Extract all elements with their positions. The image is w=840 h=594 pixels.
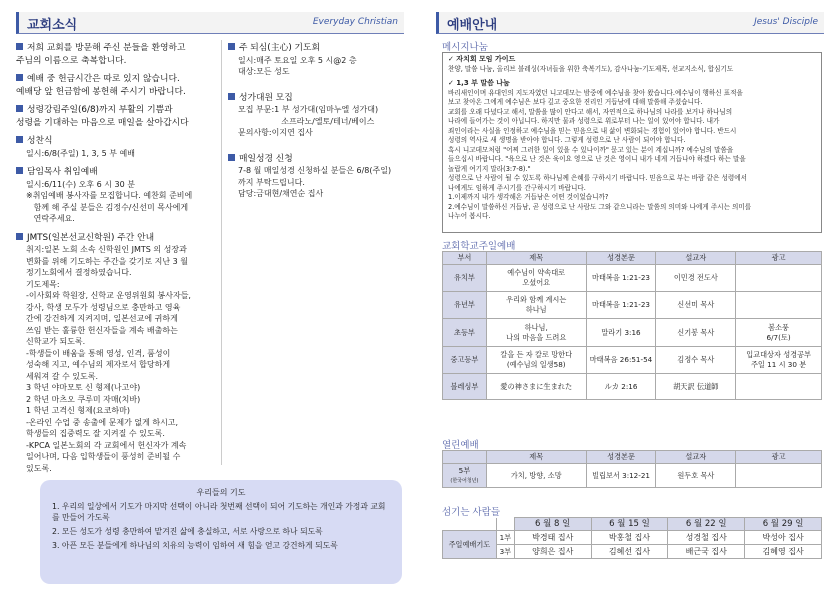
school-table — [442, 251, 822, 400]
news-line: 일시:매주 토요일 오후 5 시@2 층 — [238, 55, 357, 65]
news-line: 기도제목: — [26, 279, 60, 289]
table-cell — [736, 374, 822, 400]
table-cell: 봄소풍 6/7(토) — [736, 319, 822, 347]
table-cell: 하나님, 나의 마음을 드려요 — [486, 319, 586, 347]
news-body — [16, 244, 218, 474]
bullet-square-icon — [16, 136, 23, 143]
worship-subtitle: Jesus' Disciple — [754, 17, 818, 27]
bullet-square-icon — [16, 167, 23, 174]
table-cell: 김혜영 집사 — [745, 545, 822, 559]
table-cell: 김정수 목사 — [656, 347, 736, 374]
servants-table — [442, 517, 822, 559]
prayer-item: 3. 아픈 모든 분들에게 하나님의 치유의 능력이 임하여 새 힘을 얻고 강건하게 되도록 — [52, 541, 338, 550]
sermon-line: 성령의 역사로 새 생명을 받아야 합니다. 그렇게 성령으로 난 사람이 되어야 합니다. — [448, 136, 686, 144]
news-heading-text: 예배 중 헌금시간은 따로 있지 않습니다. — [27, 74, 180, 84]
servant-group-label: 주일예배기도 — [443, 531, 497, 559]
dept-label: 유년부 — [443, 292, 487, 319]
news-item — [228, 153, 408, 200]
dept-label: 중고등부 — [443, 347, 487, 374]
news-line: 간에 강건하게 지켜지며, 일본선교에 귀하게 — [26, 314, 178, 323]
table-cell: 마태복음 1:21-23 — [586, 265, 656, 292]
dept-label: 블레싱부 — [443, 374, 487, 400]
message-section-title: 메시지나눔 — [442, 42, 488, 53]
news-line: ※취임예배 봉사자를 모집합니다. 예찬회 준비에 — [26, 191, 193, 200]
date-header: 6 월 22 일 — [668, 518, 745, 531]
table-cell: 예수님이 약속대로 오셨어요 — [486, 265, 586, 292]
table-row — [443, 464, 822, 488]
news-heading — [16, 73, 218, 86]
table-row — [443, 265, 822, 292]
prayer-list — [52, 501, 390, 551]
date-header: 6 월 15 일 — [591, 518, 668, 531]
bullet-square-icon — [228, 43, 235, 50]
table-cell — [736, 292, 822, 319]
news-body — [16, 179, 218, 225]
sermon-line: 혹시 니고데모처럼 "어찌 그러한 일이 있을 수 있나이까" 묻고 있는 분이 계십니까? 예수님의 말씀을 — [448, 145, 734, 154]
column-header: 부서 — [443, 252, 487, 265]
news-body — [228, 55, 408, 78]
news-heading — [16, 104, 218, 117]
news-heading — [16, 86, 218, 99]
news-heading-text: JMTS(일본선교신학원) 주간 안내 — [27, 232, 155, 243]
news-heading-text: 성령을 기대하는 마음으로 매일을 살아갑시다 — [16, 117, 189, 128]
prayer-title: 우리들의 기도 — [196, 488, 246, 497]
table-row — [443, 545, 822, 559]
news-line: 1 학년 고격신 형제(요코하마) — [26, 406, 130, 415]
bullet-square-icon — [16, 233, 23, 240]
sermon-line: 성령으로 난 사람이 될 수 있도록 하나님께 은혜를 구하시기 바랍니다. 믿음으로 부는 바람 같은 성령에서 — [448, 174, 747, 182]
sermon-line: 나누어 봅시다. — [448, 212, 491, 220]
news-heading — [16, 135, 218, 148]
news-line: 학생들의 집중력도 잘 지켜질 수 있도록. — [26, 429, 165, 438]
table-cell — [736, 265, 822, 292]
news-heading-text: 예배당 앞 헌금함에 봉헌해 주시기 바랍니다. — [16, 86, 186, 97]
servants-header-row — [443, 518, 822, 531]
news-line: 까지 부탁드립니다. — [238, 177, 305, 187]
table-cell: 박성아 집사 — [745, 531, 822, 545]
news-subtitle: Everyday Christian — [312, 17, 398, 27]
news-heading-text: 매일성경 신청 — [239, 153, 293, 164]
column-header: 제목 — [486, 252, 586, 265]
table-cell: 성경철 집사 — [668, 531, 745, 545]
dept-label: 초등부 — [443, 319, 487, 347]
news-heading-text: 성가대원 모집 — [239, 92, 293, 103]
news-line: 일시:6/11(수) 오후 6 시 30 분 — [26, 179, 135, 189]
servants-section-title: 섬기는 사람들 — [442, 507, 501, 518]
news-line: 담당:금대현/채연순 집사 — [238, 189, 324, 198]
news-line: 연락주세요. — [26, 214, 75, 223]
news-heading — [228, 42, 408, 55]
bullet-square-icon — [16, 43, 23, 50]
news-line: 성숙해 지고, 예수님의 제자로서 합당하게 — [26, 360, 171, 369]
table-cell: 胡天訳 伝道師 — [656, 374, 736, 400]
column-divider — [221, 40, 222, 465]
news-line: -이사회와 학원장, 신학교 운영위원회 봉사자들, — [26, 291, 191, 300]
news-heading-text: 주 되심(主心) 기도회 — [239, 43, 321, 53]
news-line: 정기노회에서 결정하였습니다. — [26, 268, 132, 277]
news-item — [16, 232, 218, 475]
column-header: 광고 — [736, 252, 822, 265]
news-line: 7-8 월 매일성경 신청하실 분들은 6/8(주일) — [238, 166, 392, 175]
table-cell: 마태복음 26:51-54 — [586, 347, 656, 374]
news-heading-text: 담임목사 취임예배 — [27, 167, 98, 177]
news-body — [16, 148, 218, 160]
news-heading-text: 성령강림주일(6/8)까지 부활의 기쁨과 — [27, 105, 173, 115]
table-cell: 가치, 방향, 소망 — [486, 464, 586, 488]
news-line: 모집 부문:1 부 성가대(임마누엘 성가대) — [238, 105, 379, 114]
table-cell: 배근국 집사 — [668, 545, 745, 559]
column-header — [443, 451, 487, 464]
guide-body: 찬양, 말씀 나눔, 올리브 블레싱(자녀들을 위한 축복기도), 감사나눔-기도제목, 선교지소식, 합심기도 — [448, 64, 734, 73]
sermon-line: 나라에 들어가는 것이 아닙니다. 하지만 물과 성령으로 위로부터 나는 일이 있어야 합니다. 내가 — [448, 117, 720, 125]
table-cell: 박홍철 집사 — [591, 531, 668, 545]
news-heading — [228, 153, 408, 166]
column-header: 설교자 — [656, 252, 736, 265]
news-line: 대상:모든 성도 — [238, 67, 290, 76]
table-row — [443, 374, 822, 400]
news-heading — [16, 232, 218, 245]
date-header: 6 월 8 일 — [514, 518, 591, 531]
news-line: -학생들이 배움을 통해 영성, 인격, 품성이 — [26, 348, 171, 358]
news-line: -KPCA 일본노회의 각 교회에서 헌신자가 계속 — [26, 440, 187, 450]
news-heading-text: 성찬식 — [27, 136, 53, 146]
sermon-line: 2.예수님이 말씀하신 거듭남, 곧 성령으로 난 사람도 그와 같으니라는 말씀의 의미와 나에게 주시는 의미를 — [448, 202, 752, 211]
sermon-share-title: ✓ 1,3 부 말씀 나눔 — [448, 79, 510, 87]
news-line: -온라인 수업 중 송출에 문제가 없게 하시고, — [26, 417, 179, 427]
column-header: 제목 — [486, 451, 586, 464]
sermon-share-text — [448, 89, 816, 222]
worship-title: 예배안내 — [447, 18, 498, 33]
sermon-line: 보고 찾아온 그에게 예수님은 보다 깊고 중요한 진리인 거듭남에 대해 말씀해 주셨습니다. — [448, 98, 703, 106]
table-row — [443, 347, 822, 374]
table-cell: 우리와 함께 계시는 하나님 — [486, 292, 586, 319]
news-line: 취지:일본 노회 소속 신학원인 JMTS 의 성장과 — [26, 245, 187, 254]
table-cell: 입교대상자 성경공부 주일 11 시 30 분 — [736, 347, 822, 374]
table-cell: 이민경 전도사 — [656, 265, 736, 292]
open-service-name: 5부 — [458, 465, 471, 475]
prayer-box — [40, 480, 402, 584]
guide-title: ✓ 자치회 모임 가이드 — [448, 55, 516, 63]
table-cell: 愛の神さまに生まれた — [486, 374, 586, 400]
sermon-line: 1.이제까지 내가 생각해온 거듭남은 어떤 것이었습니까? — [448, 193, 609, 201]
news-line: 강사, 학생 모두가 성령님으로 충만하고 영육 — [26, 302, 181, 312]
sermon-line: 놀랍게 여기지 말라(3:7-8)." — [448, 164, 531, 173]
news-column-2 — [228, 42, 408, 214]
open-row-label — [443, 464, 487, 488]
open-section-title: 열린예배 — [442, 440, 479, 451]
news-line: 2 학년 마츠오 쿠루미 자매(치바) — [26, 394, 141, 404]
dept-label: 유치부 — [443, 265, 487, 292]
service-label: 3부 — [496, 545, 514, 559]
column-header: 성경본문 — [586, 252, 656, 265]
news-heading — [16, 166, 218, 179]
news-heading-text: 저희 교회를 방문해 주신 분들을 환영하고 — [27, 43, 186, 53]
table-cell: 박경태 집사 — [514, 531, 591, 545]
sermon-line: 바리새인이며 유대인의 지도자였던 니고데모는 밤중에 예수님을 찾아 왔습니다.예수님이 행하신 표적을 — [448, 88, 743, 97]
sermon-line: 나에게도 임하게 주시기를 간구하시기 바랍니다. — [448, 183, 586, 192]
news-column-1 — [16, 42, 218, 481]
column-header: 성경본문 — [586, 451, 656, 464]
news-heading — [16, 55, 218, 68]
news-heading — [16, 117, 218, 130]
table-cell: 김혜선 집사 — [591, 545, 668, 559]
news-line: 신학교가 되도록. — [26, 337, 86, 346]
table-row — [443, 531, 822, 545]
news-line: 일시:6/8(주일) 1, 3, 5 부 예배 — [26, 148, 135, 158]
news-body — [228, 165, 408, 200]
news-line: 소프라노/엘토/테너/베이스 — [238, 116, 375, 126]
table-cell: 빌립보서 3:12-21 — [586, 464, 656, 488]
news-line: 일어나며, 다음 입학생들이 풍성히 준비될 수 — [26, 452, 181, 461]
news-line: 함께 해 주실 분들은 김정수/신선미 목사에게 — [26, 202, 189, 212]
table-cell: 신선미 목사 — [656, 292, 736, 319]
table-row — [443, 292, 822, 319]
news-body — [228, 104, 408, 139]
news-heading-text: 주님의 이름으로 축복합니다. — [16, 55, 127, 66]
table-cell: 말라기 3:16 — [586, 319, 656, 347]
table-cell — [736, 464, 822, 488]
news-line: 문의사항:이지연 집사 — [238, 128, 313, 137]
worship-banner — [436, 12, 824, 34]
prayer-item: 2. 모든 성도가 성령 충만하여 맡겨진 삶에 충실하고, 서로 사랑으로 하나 되도록 — [52, 527, 323, 536]
news-line: 쓰임 받는 훌륭한 헌신자들을 계속 배출하는 — [26, 325, 178, 335]
news-line: 3 학년 야마모토 신 형제(나고야) — [26, 383, 141, 392]
news-line: 있도록. — [26, 463, 52, 473]
bullet-square-icon — [228, 154, 235, 161]
table-cell: 원두호 목사 — [656, 464, 736, 488]
news-item — [228, 92, 408, 139]
table-cell: 마태복음 1:21-23 — [586, 292, 656, 319]
news-item — [16, 166, 218, 225]
date-header: 6 월 29 일 — [745, 518, 822, 531]
column-header: 광고 — [736, 451, 822, 464]
prayer-item: 1. 우리의 일상에서 기도가 마지막 선택이 아니라 첫번째 선택이 되어 기도하는 개인과 가정과 교회를 만들어 가도록 — [52, 502, 386, 522]
open-worship-table — [442, 450, 822, 488]
bullet-square-icon — [16, 105, 23, 112]
news-item — [16, 104, 218, 129]
school-section-title: 교회학교주일예배 — [442, 241, 516, 252]
bullet-square-icon — [16, 74, 23, 81]
open-header-row — [443, 451, 822, 464]
table-cell: ルカ 2:16 — [586, 374, 656, 400]
message-box — [442, 52, 822, 233]
sermon-line: 들으십시 바랍니다. "육으로 난 것은 육이요 영으로 난 것은 영이니 내가 네게 거듭나야 하겠다 하는 말을 — [448, 155, 746, 163]
table-cell: 신기봉 목사 — [656, 319, 736, 347]
school-header-row — [443, 252, 822, 265]
news-item — [16, 73, 218, 98]
news-item — [228, 42, 408, 78]
news-line: 세워져 갈 수 있도록. — [26, 371, 98, 381]
table-row — [443, 319, 822, 347]
news-banner — [16, 12, 404, 34]
news-heading — [228, 92, 408, 105]
open-service-sub: (한국어청년) — [450, 477, 479, 484]
bullet-square-icon — [228, 93, 235, 100]
news-line: 변화를 위해 기도하는 주간을 갖기로 지난 3 월 — [26, 256, 188, 266]
news-item — [16, 135, 218, 159]
sermon-line: 죄인이라는 사실을 인정하고 예수님을 믿는 믿음으로 내 삶이 변화되는 경험이 있어야 합니다. 반드시 — [448, 126, 737, 135]
sermon-line: 교회를 오래 다녔다고 해서, 말씀을 많이 안다고 해서, 자연적으로 하나님의 나라를 보거나 하나님의 — [448, 107, 733, 116]
news-title: 교회소식 — [27, 18, 78, 33]
column-header: 설교자 — [656, 451, 736, 464]
news-heading — [16, 42, 218, 55]
table-cell: 양희은 집사 — [514, 545, 591, 559]
news-item — [16, 42, 218, 67]
table-cell: 칼을 든 자 칼로 망한다 (예수님의 일생58) — [486, 347, 586, 374]
service-label: 1부 — [496, 531, 514, 545]
